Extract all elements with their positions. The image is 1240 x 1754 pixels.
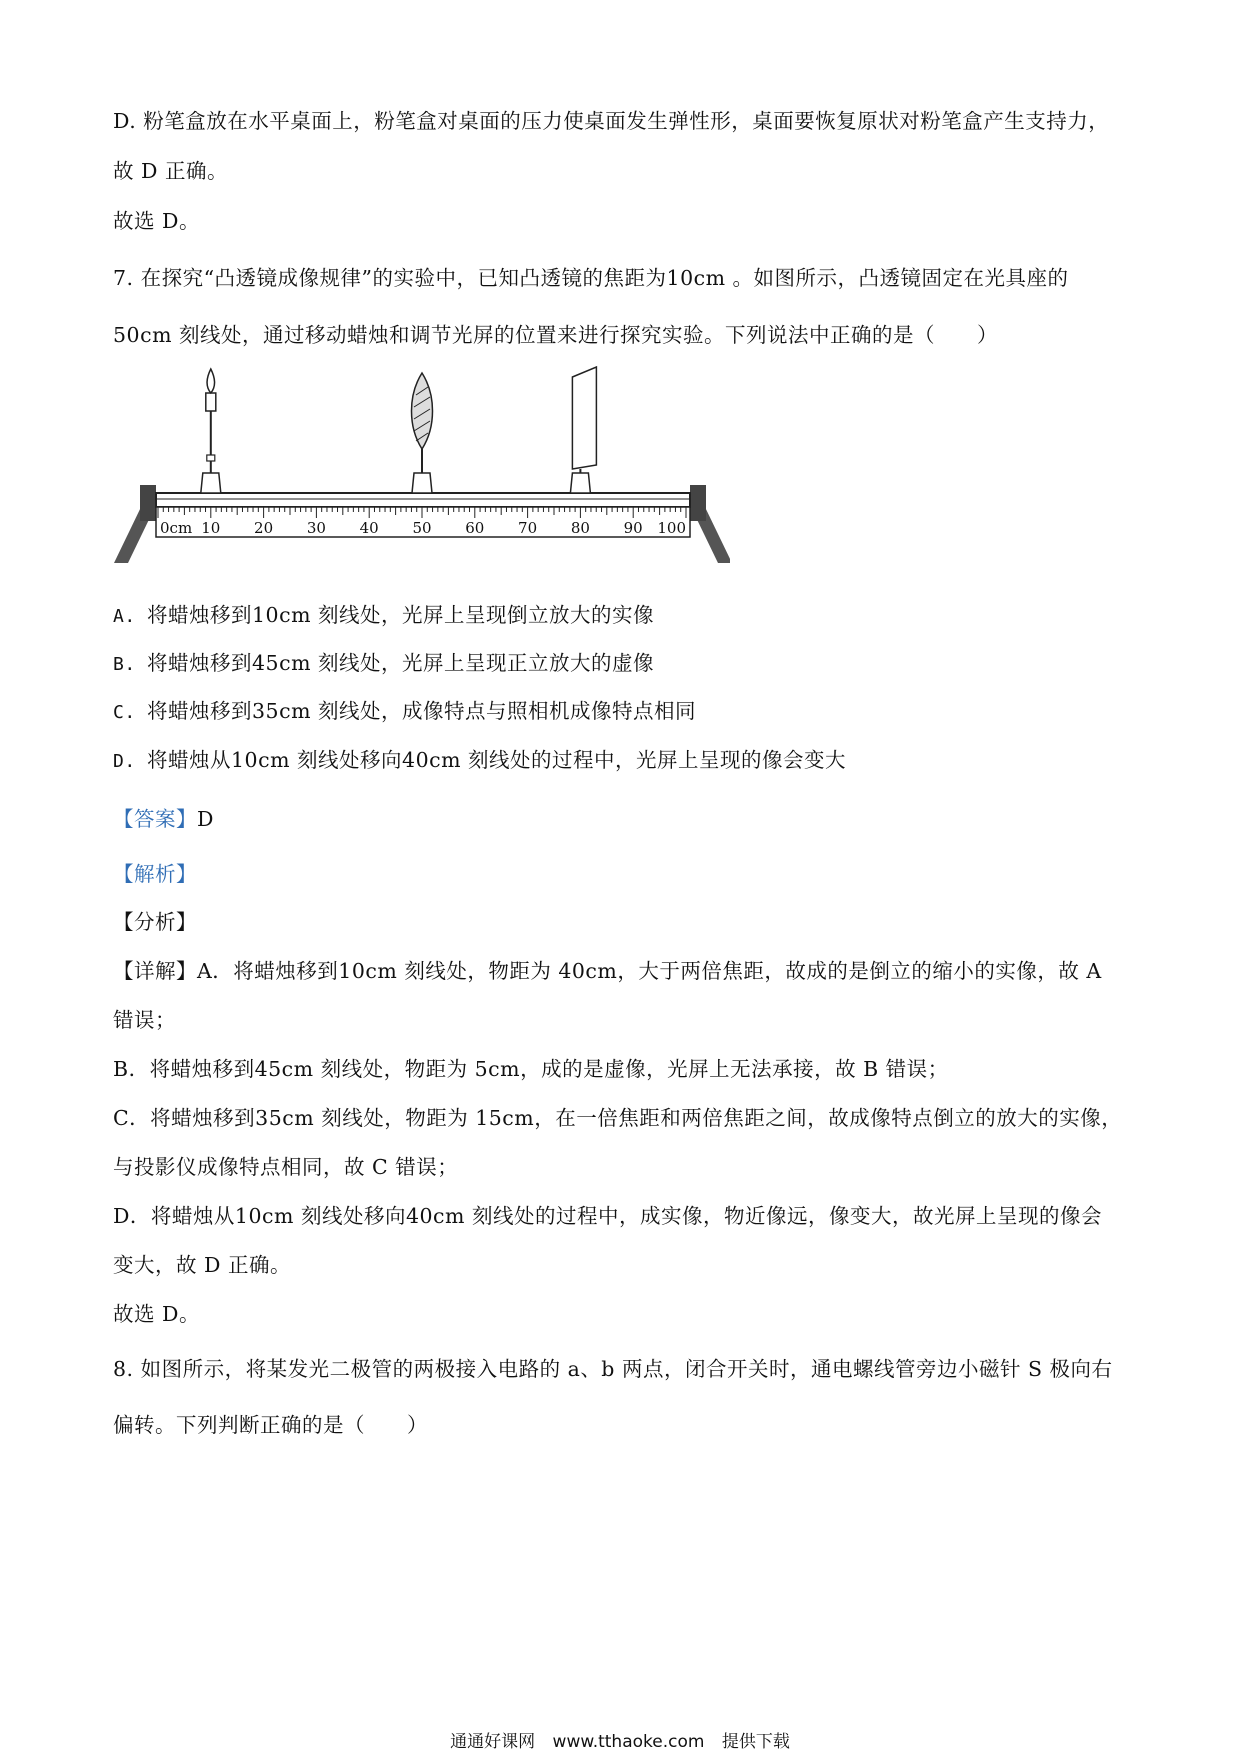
scale-tick-label: 60 [465,519,485,537]
option-label: A. [113,606,136,627]
scale-tick-label: 30 [306,519,326,537]
prev-choice: 故选 D。 [113,209,200,233]
detail-d-line2: 变大，故 D 正确。 [113,1253,291,1277]
convex-lens [412,373,433,493]
footer-note: 提供下载 [721,1732,790,1752]
option-text: 将蜡烛移到10cm 刻线处，光屏上呈现倒立放大的实像 [147,603,655,627]
scale-tick-label: 50 [412,519,432,537]
detail-b-line: B．将蜡烛移到45cm 刻线处，物距为 5cm，成的是虚像，光屏上无法承接，故 B 错误； [113,1057,949,1081]
scale-tick-label: 70 [518,519,538,537]
detail-d-line1: D．将蜡烛从10cm 刻线处移向40cm 刻线处的过程中，成实像，物近像远，像变大，故光屏上呈现的像会 [113,1204,1102,1228]
q7-stem-line2: 50cm 刻线处，通过移动蜡烛和调节光屏的位置来进行探究实验。下列说法中正确的是（ ） [113,323,999,347]
footer-site-name: 通通好课网 [450,1732,536,1752]
fenxi-tag: 【分析】 [113,910,197,934]
option-label: D. [113,751,136,772]
scale-tick-label: 80 [570,519,590,537]
detail-a-line1: 【详解】A．将蜡烛移到10cm 刻线处，物距为 40cm，大于两倍焦距，故成的是倒立的缩小的实像，故 A [113,959,1102,983]
candle [201,369,221,493]
q7-stem-line1: 7. 在探究“凸透镜成像规律”的实验中，已知凸透镜的焦距为10cm 。如图所示，凸透镜固定在光具座的 [113,266,1069,290]
analysis-tag: 【解析】 [113,862,197,886]
option-a [113,598,654,628]
scale-tick-label: 10 [201,519,221,537]
option-text: 将蜡烛移到35cm 刻线处，成像特点与照相机成像特点相同 [147,699,697,723]
bench-right-end [690,485,706,521]
scale-tick-label: 90 [623,519,643,537]
option-text: 将蜡烛从10cm 刻线处移向40cm 刻线处的过程中，光屏上呈现的像会变大 [147,748,847,772]
detail-c-line1: C．将蜡烛移到35cm 刻线处，物距为 15cm，在一倍焦距和两倍焦距之间，故成像特点倒立的放大的实像， [113,1106,1123,1130]
q8-stem-line1: 8. 如图所示，将某发光二极管的两极接入电路的 a、b 两点，闭合开关时，通电螺线管旁边小磁针 S 极向右 [113,1357,1113,1381]
prev-d-line1: D. 粉笔盒放在水平桌面上，粉笔盒对桌面的压力使桌面发生弹性形，桌面要恢复原状对粉笔盒产生支持力， [113,109,1110,133]
scale-tick-label: 0cm [160,519,193,537]
scale-tick-label: 20 [254,519,274,537]
prev-d-line2: 故 D 正确。 [113,159,228,183]
detail-choice: 故选 D。 [113,1302,200,1326]
optical-bench-figure [110,365,730,575]
option-d [113,743,846,773]
answer-value: D [197,807,214,831]
detail-c-line2: 与投影仪成像特点相同，故 C 错误； [113,1155,459,1179]
detail-a-line2: 错误； [113,1008,176,1032]
option-b [113,646,654,676]
footer-url[interactable]: www.tthaoke.com [552,1732,705,1752]
option-text: 将蜡烛移到45cm 刻线处，光屏上呈现正立放大的虚像 [147,651,655,675]
light-screen [570,367,596,493]
option-label: C. [113,702,136,723]
option-label: B. [113,654,136,675]
page-footer [0,1727,1240,1752]
option-c [113,694,696,724]
bench-rail [156,493,690,507]
answer-tag: 【答案】 [113,807,197,831]
bench-left-end [140,485,156,521]
scale-tick-label: 40 [359,519,379,537]
q8-stem-line2: 偏转。下列判断正确的是（ ） [113,1413,428,1437]
answer-line [113,802,214,832]
scale-tick-label: 100 [657,519,686,537]
